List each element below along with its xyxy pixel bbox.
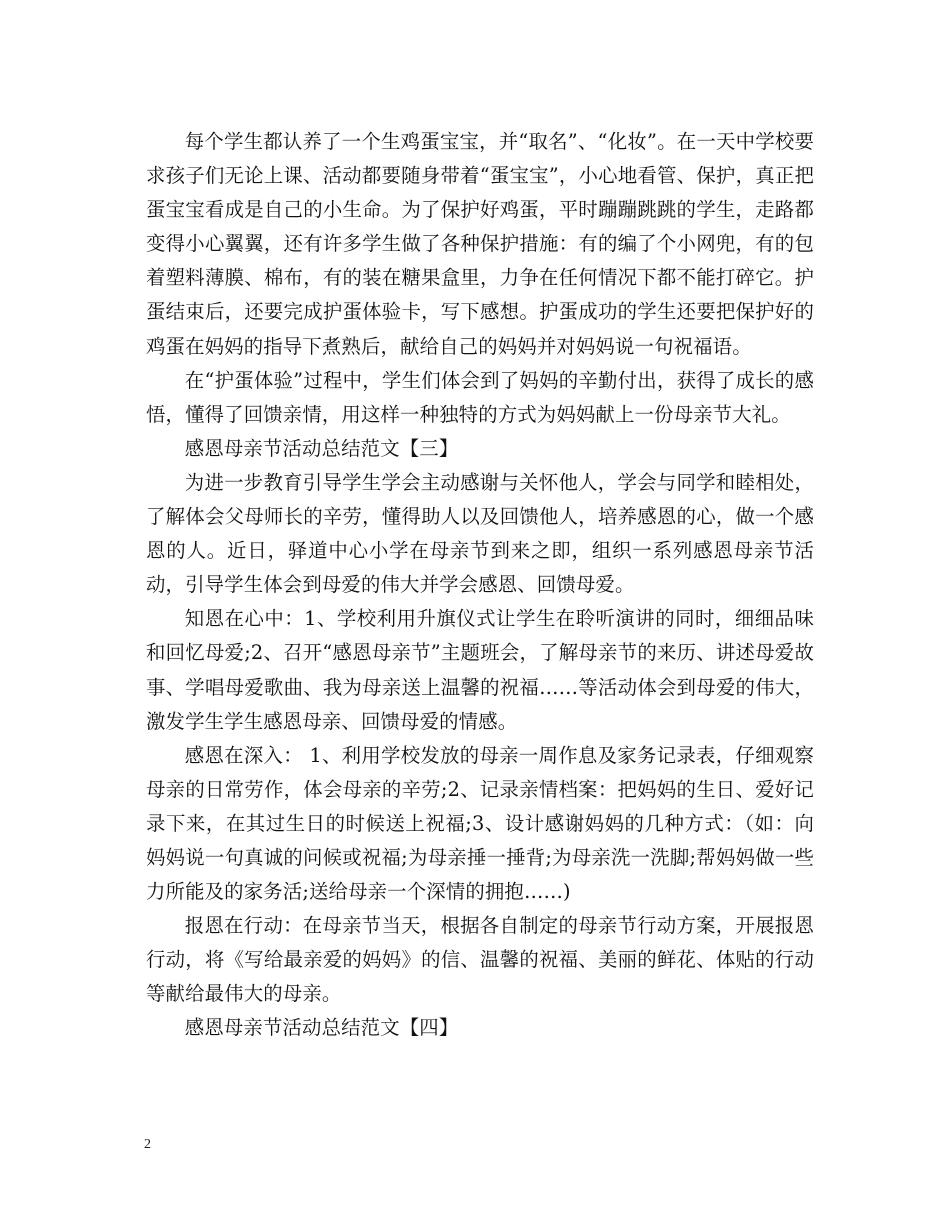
paragraph-egg-care: 每个学生都认养了一个生鸡蛋宝宝，并“取名”、“化妆”。在一天中学校要求孩子们无论上课、活动都要随身带着“蛋宝宝”，小心地看管、保护，真正把蛋宝宝看成是自己的小生命。为了保护好鸡蛋，平时蹦蹦跳跳的学生，走路都变得小心翼翼，还有许多学生做了各种保护措施：有的编了个小网兜，有的包着塑料薄膜、棉布，有的装在糖果盒里，力争在任何情况下都不能打碎它。护蛋结束后，还要完成护蛋体验卡，写下感想。护蛋成功的学生还要把保护好的鸡蛋在妈妈的指导下煮熟后，献给自己的妈妈并对妈妈说一句祝福语。 <box>146 130 814 358</box>
paragraph-repay-action: 报恩在行动：在母亲节当天，根据各自制定的母亲节行动方案，开展报恩行动，将《写给最亲爱的妈妈》的信、温馨的祝福、美丽的鲜花、体贴的行动等献给最伟大的母亲。 <box>146 914 814 1006</box>
body-text <box>146 125 814 1046</box>
paragraph-know-gratitude: 知恩在心中：1、学校利用升旗仪式让学生在聆听演讲的同时，细细品味和回忆母爱;2、召开“感恩母亲节”主题班会，了解母亲节的来历、讲述母爱故事、学唱母爱歌曲、我为母亲送上温馨的祝福……等活动体会到母爱的伟大，激发学生学生感恩母亲、回馈母爱的情感。 <box>146 607 814 733</box>
paragraph-intro-three: 为进一步教育引导学生学会主动感谢与关怀他人，学会与同学和睦相处，了解体会父母师长的辛劳，懂得助人以及回馈他人，培养感恩的心，做一个感恩的人。近日，驿道中心小学在母亲节到来之即，组织一系列感恩母亲节活动，引导学生体会到母爱的伟大并学会感恩、回馈母爱。 <box>146 470 814 597</box>
paragraph-egg-experience: 在“护蛋体验”过程中，学生们体会到了妈妈的辛勤付出，获得了成长的感悟，懂得了回馈亲情，用这样一种独特的方式为妈妈献上一份母亲节大礼。 <box>146 368 814 426</box>
section-heading-four: 感恩母亲节活动总结范文【四】 <box>184 1016 459 1040</box>
page-number: 2 <box>144 1137 151 1152</box>
paragraph-deepen-gratitude: 感恩在深入： 1、利用学校发放的母亲一周作息及家务记录表，仔细观察母亲的日常劳作，体会母亲的辛劳;2、记录亲情档案：把妈妈的生日、爱好记录下来，在其过生日的时候送上祝福;3、设计感谢妈妈的几种方式：（如：向妈妈说一句真诚的问候或祝福;为母亲捶一捶背;为母亲洗一洗脚;帮妈妈做一些力所能及的家务活;送给母亲一个深情的拥抱……) <box>146 743 814 904</box>
section-heading-three: 感恩母亲节活动总结范文【三】 <box>184 436 459 460</box>
